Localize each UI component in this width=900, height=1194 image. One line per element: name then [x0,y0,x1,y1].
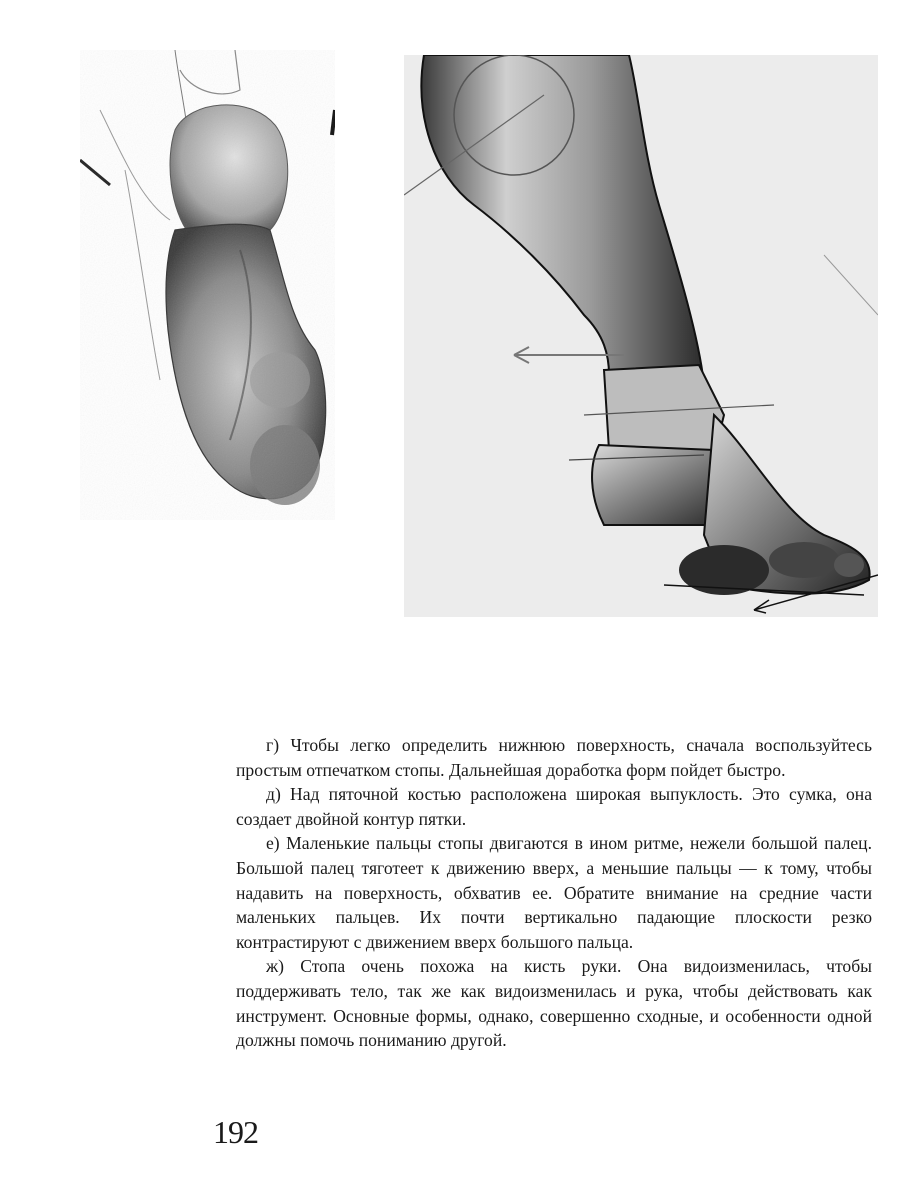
page-number: 192 [213,1114,258,1150]
paragraph-g: г) Чтобы легко определить нижнюю поверхность, сначала воспользуйтесь простым отпечатком стопы. Дальнейшая доработка форм пойдет быстро. [236,735,872,780]
body-text [236,733,872,1053]
paragraph-zh: ж) Стопа очень похожа на кисть руки. Она видоизменилась, чтобы поддерживать тело, так же как видоизменилась и рука, чтобы действовать как инструмент. Основные формы, однако, совершенно сходные, и особенности одной должны помочь пониманию другой. [236,956,872,1051]
foot-sole-drawing [80,50,335,520]
leg-and-foot-drawing [404,55,878,617]
paragraph-d: д) Над пяточной костью расположена широкая выпуклость. Это сумка, она создает двойной контур пятки. [236,784,872,829]
paragraph-e: е) Маленькие пальцы стопы двигаются в ином ритме, нежели большой палец. Большой палец тяготеет к движению вверх, а меньшие пальцы — к тому, чтобы надавить на поверхность, обхватив ее. Обратите внимание на средние части маленьких пальцев. Их почти вертикально падающие плоскости резко контрастируют с движением вверх большого пальца. [236,833,872,952]
leg-foot-sketch [404,55,878,617]
foot-sole-sketch [80,50,335,520]
